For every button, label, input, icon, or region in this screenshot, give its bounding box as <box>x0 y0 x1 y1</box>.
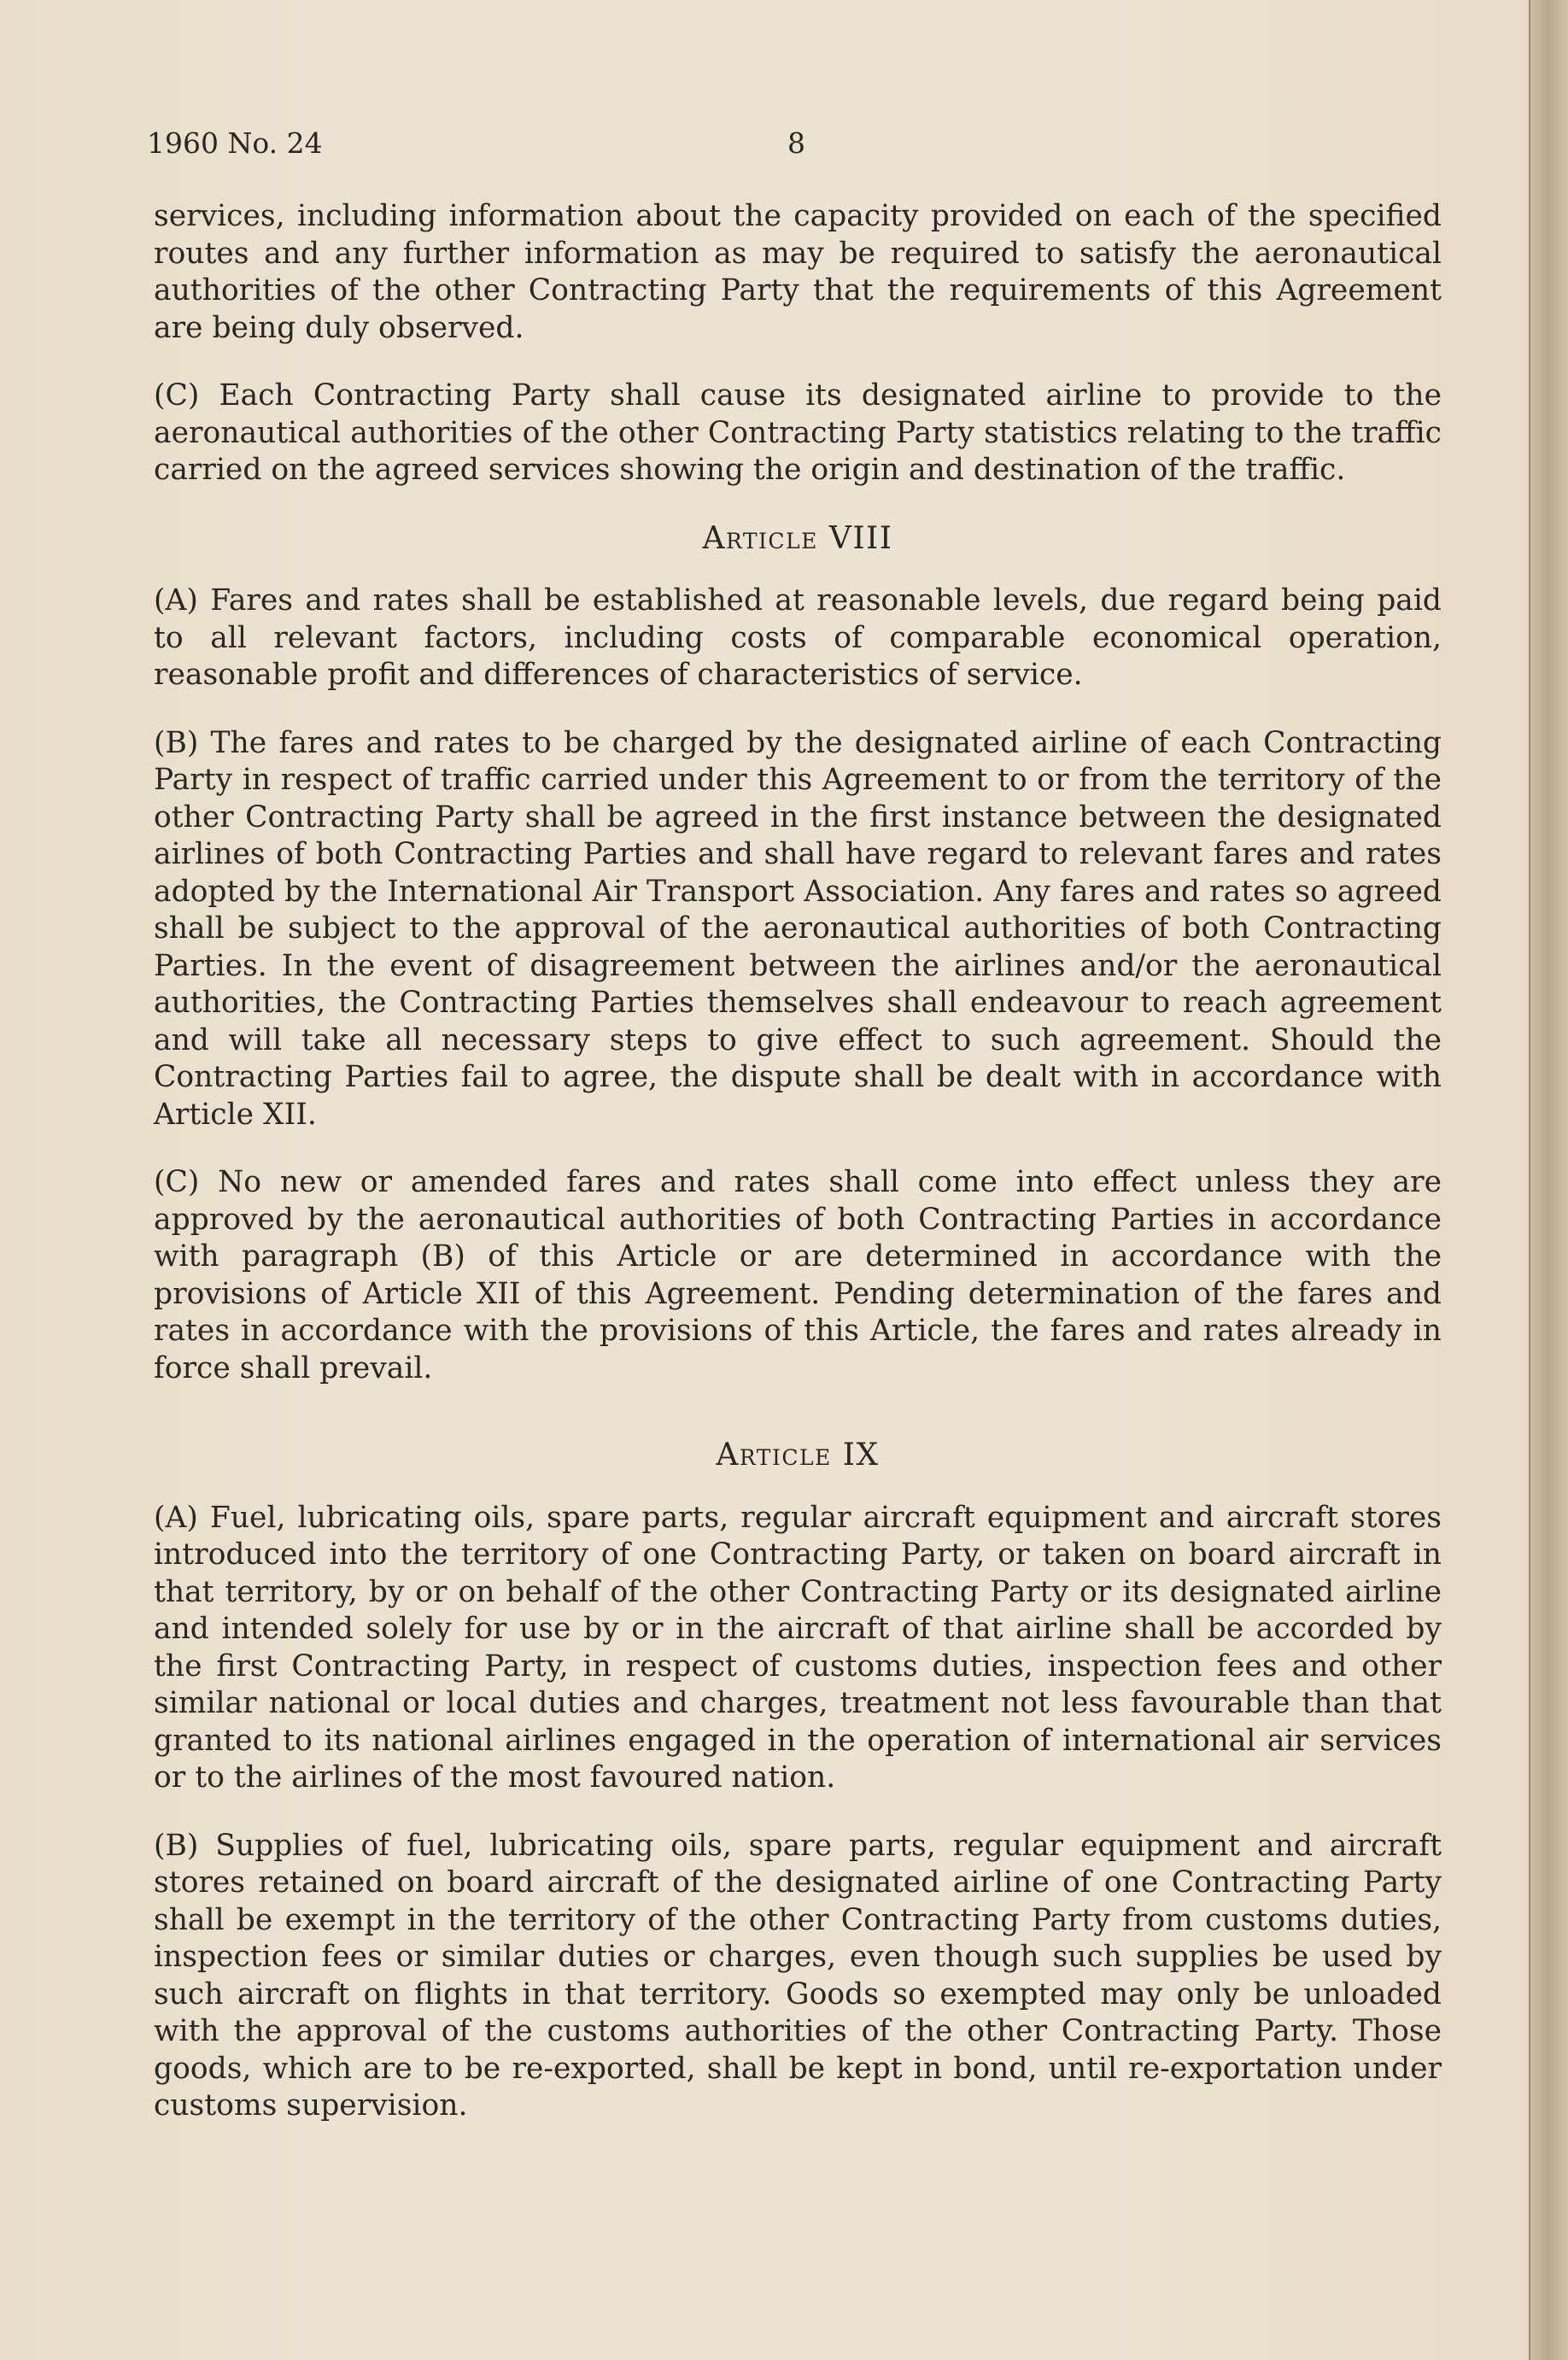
paragraph-viii-b: (B) The fares and rates to be charged by the designated airline of each Contracting Party in respect of traffic carried under this Agreement to or from the territory of the other Contracting Party shall be agreed in the first instance between the designated airlines of both Contracting Parties and shall have regard to relevant fares and rates adopted by the International Air Transport Association. Any fares and rates so agreed shall be subject to the approval of the aeronautical authorities of both Contracting Parties. In the event of disagreement between the airlines and/or the aeronautical authorities, the Contracting Parties themselves shall endeavour to reach agreement and will take all necessary steps to give effect to such agreement. Should the Contracting Parties fail to agree, the dispute shall be dealt with in accordance with Article XII. <box>154 725 1442 1132</box>
paragraph-viii-a: (A) Fares and rates shall be established at reasonable levels, due regard being paid to all relevant factors, including costs of comparable economical operation, reasonable profit and differences of characteristics of service. <box>154 583 1442 692</box>
page-header <box>147 126 1445 169</box>
page-edge <box>1529 0 1568 2360</box>
page-number: 8 <box>787 126 805 160</box>
article-ix-heading: Article IX <box>716 1438 880 1473</box>
document-body <box>154 198 1442 2156</box>
series-number: 1960 No. 24 <box>147 126 323 160</box>
paragraph-ix-a: (A) Fuel, lubricating oils, spare parts, regular aircraft equipment and aircraft stores introduced into the territory of one Contracting Party, or taken on board aircraft in that territory, by or on behalf of the other Contracting Party or its designated airline and intended solely for use by or in the aircraft of that airline shall be accorded by the first Contracting Party, in respect of customs duties, inspection fees and other similar national or local duties and charges, treatment not less favourable than that granted to its national airlines engaged in the operation of international air services or to the airlines of the most favoured nation. <box>154 1500 1442 1795</box>
paragraph-continuation: services, including information about the capacity provided on each of the specified routes and any further information as may be required to satisfy the aeronautical authorities of the other Contracting Party that the requirements of this Agreement are being duly observed. <box>154 199 1442 345</box>
paragraph-viii-c: (C) No new or amended fares and rates shall come into effect unless they are approved by the aeronautical authorities of both Contracting Parties in accordance with paragraph (B) of this Article or are determined in accordance with the provisions of Article XII of this Agreement. Pending determination of the fares and rates in accordance with the provisions of this Article, the fares and rates already in force shall prevail. <box>154 1165 1442 1385</box>
article-viii-heading: Article VIII <box>702 520 893 556</box>
paragraph-vii-c: (C) Each Contracting Party shall cause its designated airline to provide to the aeronautical authorities of the other Contracting Party statistics relating to the traffic carried on the agreed services showing the origin and destination of the traffic. <box>154 378 1442 487</box>
paragraph-ix-b: (B) Supplies of fuel, lubricating oils, spare parts, regular equipment and aircraft stores retained on board aircraft of the designated airline of one Contracting Party shall be exempt in the territory of the other Contracting Party from customs duties, inspection fees or similar duties or charges, even though such supplies be used by such aircraft on flights in that territory. Goods so exempted may only be unloaded with the approval of the customs authorities of the other Contracting Party. Those goods, which are to be re-exported, shall be kept in bond, until re-exportation under customs supervision. <box>154 1828 1442 2123</box>
